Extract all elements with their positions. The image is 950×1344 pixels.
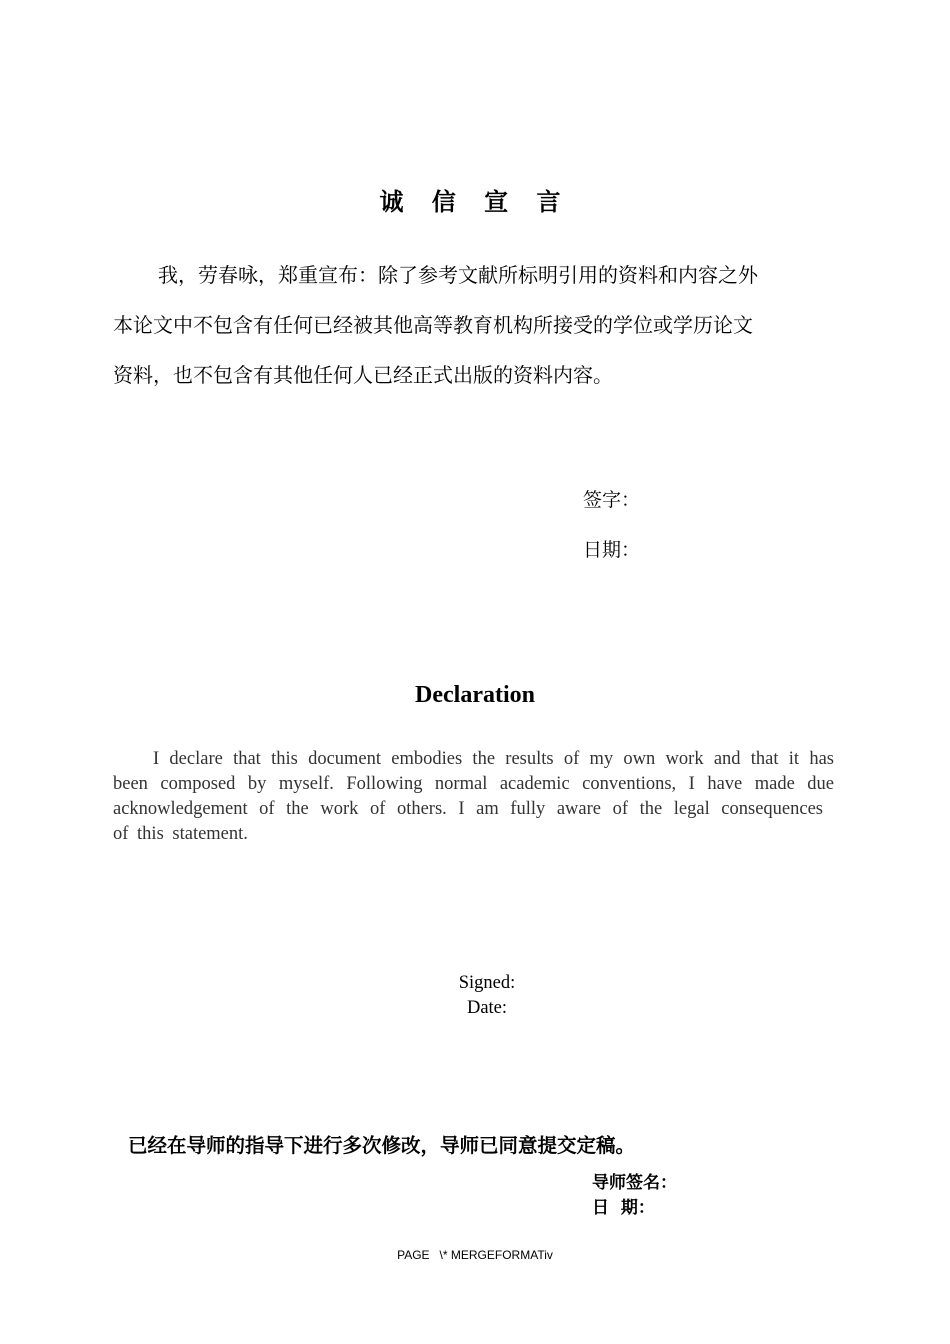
english-declaration-line-4: of this statement. <box>113 824 248 844</box>
english-declaration-line-2: been composed by myself. Following normal academic conventions, I have made due <box>113 774 834 794</box>
english-declaration-line-1: I declare that this document embodies the results of my own work and that it has <box>153 749 834 769</box>
chinese-date-label: 日期： <box>583 539 641 561</box>
chinese-signature-label: 签字： <box>583 489 641 511</box>
chinese-declaration-line-3: 资料，也不包含有其他任何人已经正式出版的资料内容。 <box>113 363 613 387</box>
advisor-date-label: 日 期： <box>592 1198 655 1218</box>
english-date-label: Date: <box>466 998 508 1018</box>
page-footer-field: PAGE \* MERGEFORMATiv <box>397 1248 553 1262</box>
english-signed-label: Signed: <box>458 973 516 993</box>
advisor-signature-label: 导师签名： <box>592 1173 677 1193</box>
english-declaration-paragraph <box>113 747 834 847</box>
chinese-declaration-line-2: 本论文中不包含有任何已经被其他高等教育机构所接受的学位或学历论文 <box>113 313 753 337</box>
english-declaration-title: Declaration <box>415 682 535 708</box>
advisor-approval-note: 已经在导师的指导下进行多次修改，导师已同意提交定稿。 <box>128 1134 636 1157</box>
chinese-declaration-title: 诚 信 宣 言 <box>379 188 571 216</box>
english-declaration-line-3: acknowledgement of the work of others. I am fully aware of the legal consequences <box>113 799 823 819</box>
chinese-declaration-line-1: 我，劳春咏，郑重宣布：除了参考文献所标明引用的资料和内容之外 <box>158 263 758 287</box>
